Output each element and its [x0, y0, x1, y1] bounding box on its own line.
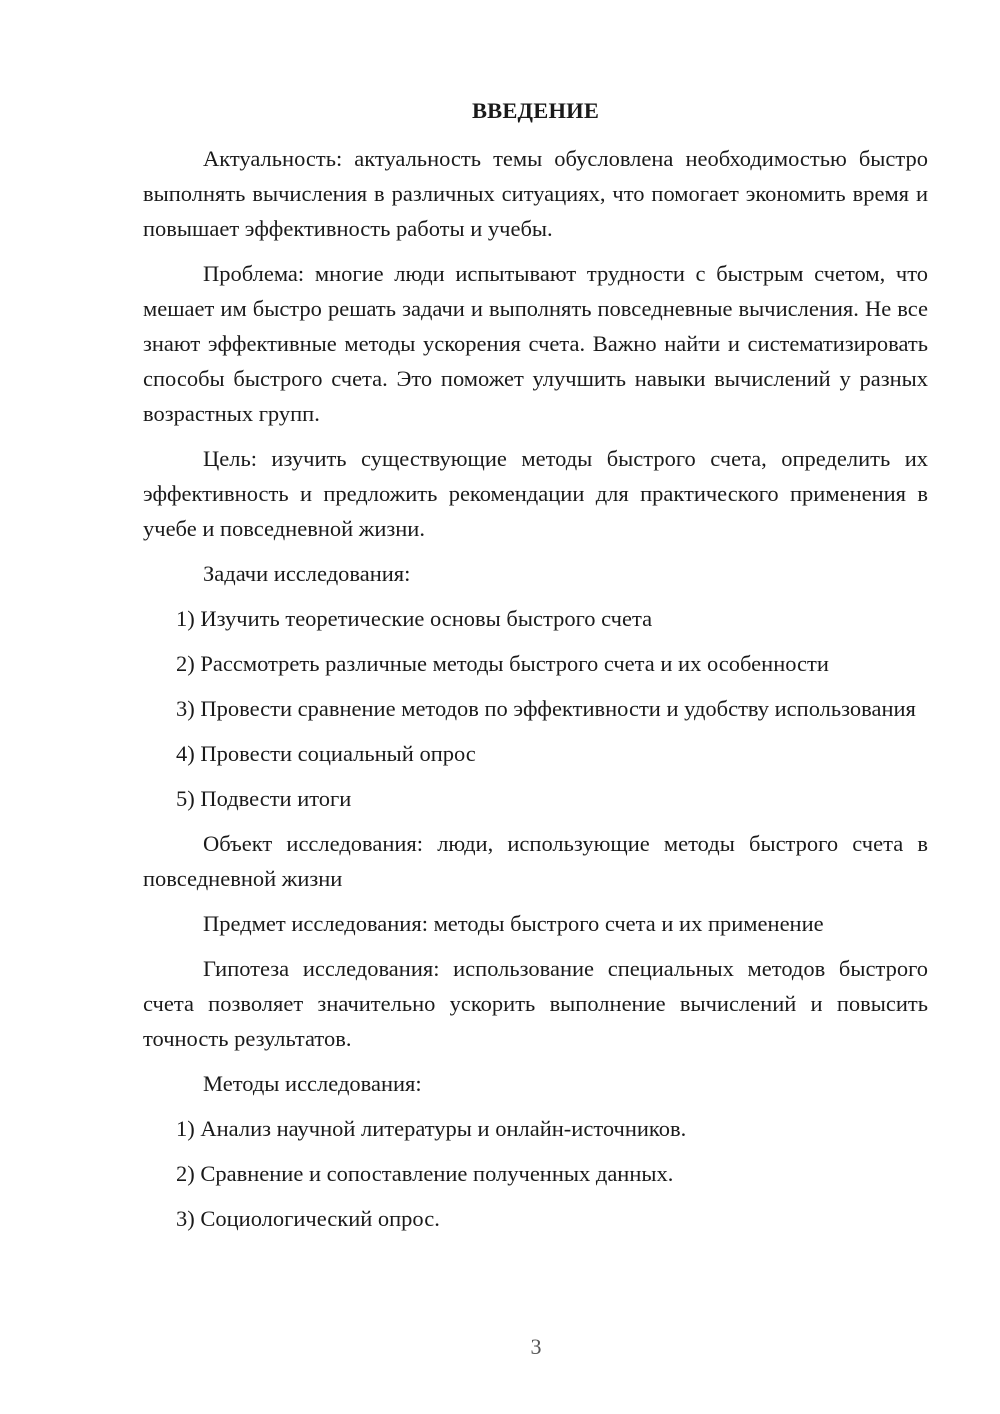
object-paragraph: Объект исследования: люди, использующие методы быстрого счета в повседневной жизни [143, 831, 928, 891]
task-item-5: 5) Подвести итоги [176, 786, 352, 811]
document-page [143, 96, 928, 1246]
problem-paragraph: Проблема: многие люди испытывают трудности с быстрым счетом, что мешает им быстро решать задачи и выполнять повседневные вычисления. Не все знают эффективные методы ускорения счета. Важно найти и систематизировать способы быстрого счета. Это поможет улучшить навыки вычислений у разных возрастных групп. [143, 261, 928, 426]
method-item-3: 3) Социологический опрос. [176, 1206, 440, 1231]
tasks-heading: Задачи исследования: [203, 561, 411, 586]
relevance-paragraph: Актуальность: актуальность темы обусловлена необходимостью быстро выполнять вычисления в различных ситуациях, что помогает экономить время и повышает эффективность работы и учебы. [143, 146, 928, 241]
method-item-1: 1) Анализ научной литературы и онлайн-источников. [176, 1116, 687, 1141]
method-item-2: 2) Сравнение и сопоставление полученных данных. [176, 1161, 674, 1186]
methods-heading: Методы исследования: [203, 1071, 422, 1096]
page-number: 3 [530, 1334, 542, 1359]
page-title: ВВЕДЕНИЕ [471, 98, 600, 123]
subject-paragraph: Предмет исследования: методы быстрого счета и их применение [203, 911, 824, 936]
task-item-3: 3) Провести сравнение методов по эффективности и удобству использования [176, 696, 916, 721]
task-item-2: 2) Рассмотреть различные методы быстрого счета и их особенности [176, 651, 829, 676]
hypothesis-paragraph: Гипотеза исследования: использование специальных методов быстрого счета позволяет значительно ускорить выполнение вычислений и повысить точность результатов. [143, 956, 928, 1051]
goal-paragraph: Цель: изучить существующие методы быстрого счета, определить их эффективность и предложить рекомендации для практического применения в учебе и повседневной жизни. [143, 446, 928, 541]
task-item-4: 4) Провести социальный опрос [176, 741, 476, 766]
task-item-1: 1) Изучить теоретические основы быстрого счета [176, 606, 653, 631]
